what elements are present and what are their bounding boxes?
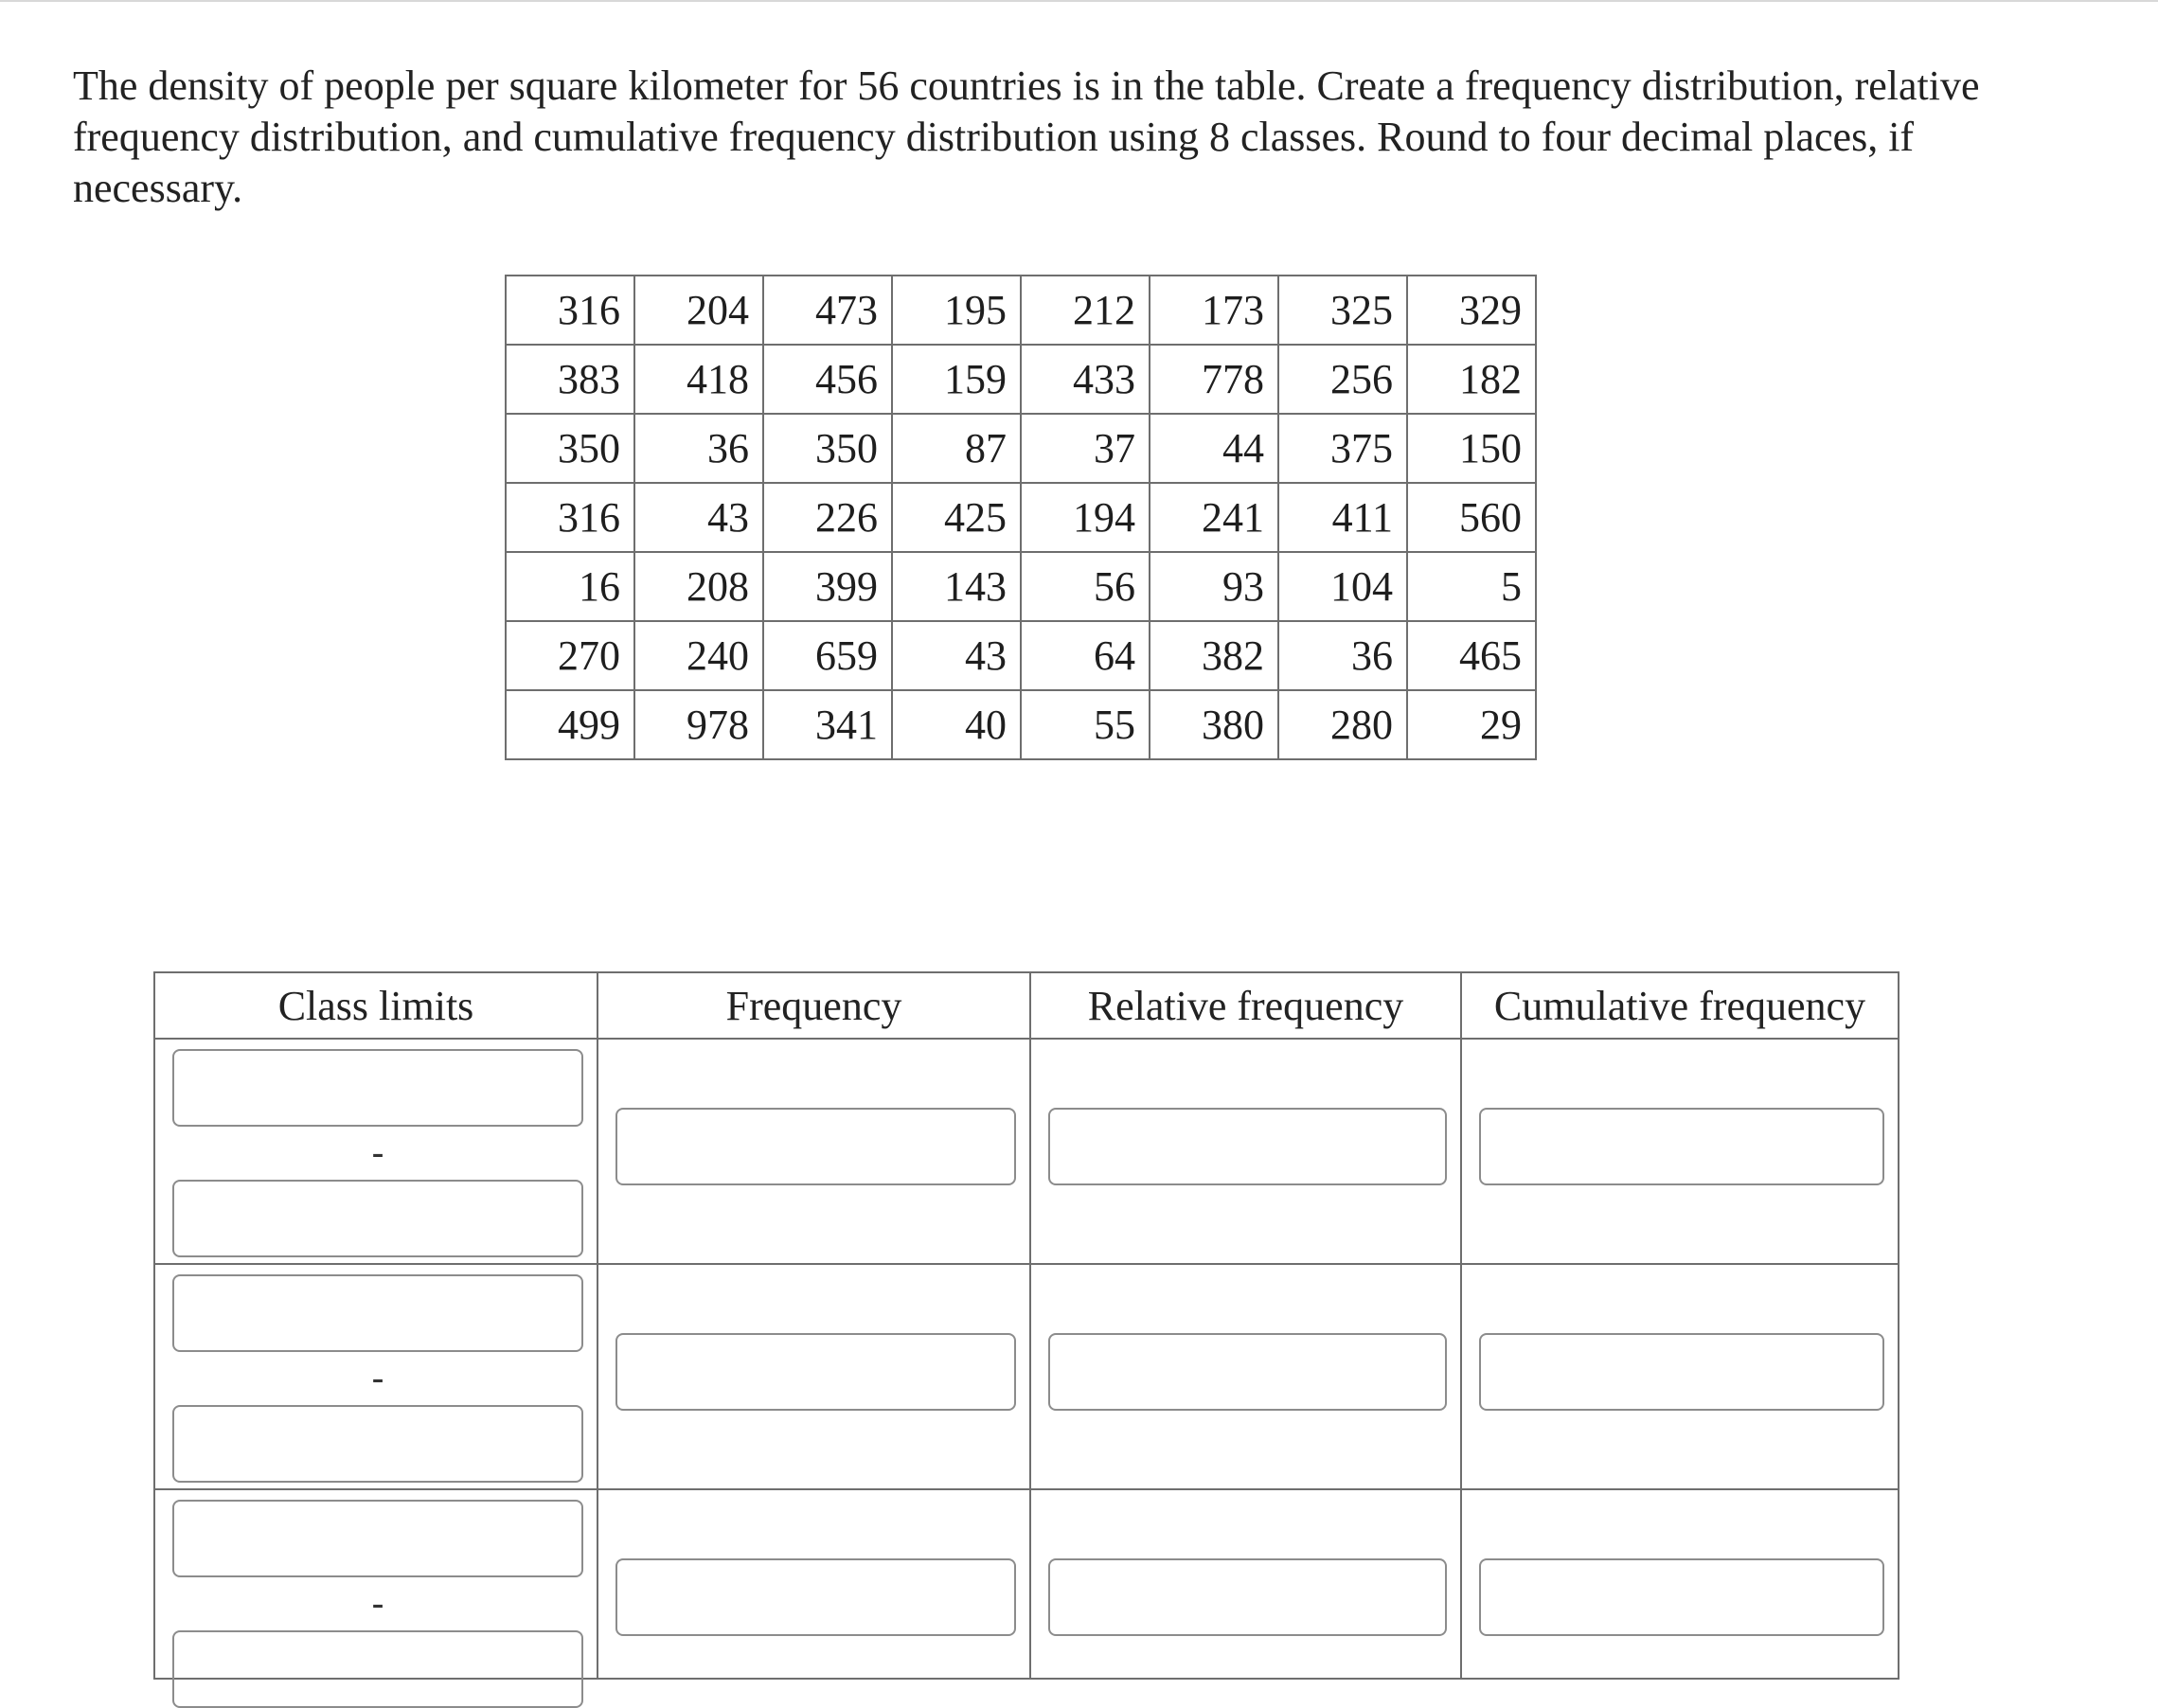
data-row — [506, 552, 1536, 621]
data-cell: 329 — [1407, 276, 1536, 345]
lower-limit-input[interactable] — [172, 1274, 583, 1352]
class-limits-cell — [154, 1264, 597, 1489]
dash-separator: - — [371, 1132, 384, 1174]
frequency-cell — [597, 1264, 1030, 1489]
data-cell: 182 — [1407, 345, 1536, 414]
data-cell: 433 — [1021, 345, 1150, 414]
header-cumulative-frequency: Cumulative frequency — [1461, 972, 1899, 1039]
upper-limit-input[interactable] — [172, 1405, 583, 1483]
frequency-input[interactable] — [615, 1333, 1016, 1411]
data-cell: 195 — [892, 276, 1021, 345]
data-cell: 56 — [1021, 552, 1150, 621]
data-cell: 226 — [763, 483, 892, 552]
data-cell: 104 — [1278, 552, 1407, 621]
data-cell: 241 — [1150, 483, 1278, 552]
data-cell: 380 — [1150, 690, 1278, 759]
data-cell: 560 — [1407, 483, 1536, 552]
relative-frequency-input[interactable] — [1048, 1108, 1447, 1185]
data-cell: 280 — [1278, 690, 1407, 759]
data-cell: 36 — [1278, 621, 1407, 690]
data-cell: 93 — [1150, 552, 1278, 621]
data-cell: 87 — [892, 414, 1021, 483]
data-cell: 383 — [506, 345, 634, 414]
data-row — [506, 483, 1536, 552]
header-frequency: Frequency — [597, 972, 1030, 1039]
data-cell: 16 — [506, 552, 634, 621]
data-cell: 382 — [1150, 621, 1278, 690]
dash-separator: - — [371, 1583, 384, 1625]
class-limits-cell — [154, 1039, 597, 1264]
frequency-input[interactable] — [615, 1108, 1016, 1185]
data-cell: 375 — [1278, 414, 1407, 483]
data-cell: 240 — [634, 621, 763, 690]
data-cell: 204 — [634, 276, 763, 345]
data-cell: 55 — [1021, 690, 1150, 759]
data-cell: 256 — [1278, 345, 1407, 414]
data-cell: 37 — [1021, 414, 1150, 483]
data-cell: 325 — [1278, 276, 1407, 345]
class-limits-cell — [154, 1489, 597, 1679]
relative-frequency-input[interactable] — [1048, 1333, 1447, 1411]
data-cell: 978 — [634, 690, 763, 759]
lower-limit-input[interactable] — [172, 1049, 583, 1127]
data-cell: 44 — [1150, 414, 1278, 483]
cumulative-frequency-cell — [1461, 1264, 1899, 1489]
data-cell: 473 — [763, 276, 892, 345]
data-row — [506, 621, 1536, 690]
data-row — [506, 690, 1536, 759]
data-row — [506, 276, 1536, 345]
data-cell: 350 — [763, 414, 892, 483]
data-cell: 778 — [1150, 345, 1278, 414]
data-cell: 173 — [1150, 276, 1278, 345]
frequency-distribution-table — [153, 971, 1899, 1680]
data-cell: 316 — [506, 276, 634, 345]
data-cell: 194 — [1021, 483, 1150, 552]
class-row — [154, 1489, 1899, 1679]
data-cell: 418 — [634, 345, 763, 414]
data-cell: 425 — [892, 483, 1021, 552]
data-cell: 399 — [763, 552, 892, 621]
data-cell: 341 — [763, 690, 892, 759]
frequency-cell — [597, 1489, 1030, 1679]
cumulative-frequency-cell — [1461, 1039, 1899, 1264]
dash-separator: - — [371, 1358, 384, 1399]
header-class-limits: Class limits — [154, 972, 597, 1039]
data-cell: 43 — [892, 621, 1021, 690]
data-row — [506, 345, 1536, 414]
data-cell: 43 — [634, 483, 763, 552]
frequency-input[interactable] — [615, 1558, 1016, 1636]
data-cell: 5 — [1407, 552, 1536, 621]
frequency-cell — [597, 1039, 1030, 1264]
cumulative-frequency-cell — [1461, 1489, 1899, 1679]
relative-frequency-cell — [1030, 1039, 1461, 1264]
data-cell: 659 — [763, 621, 892, 690]
upper-limit-input[interactable] — [172, 1630, 583, 1708]
data-cell: 499 — [506, 690, 634, 759]
cumulative-frequency-input[interactable] — [1479, 1108, 1884, 1185]
class-row — [154, 1264, 1899, 1489]
top-divider — [0, 0, 2158, 2]
cumulative-frequency-input[interactable] — [1479, 1333, 1884, 1411]
cumulative-frequency-input[interactable] — [1479, 1558, 1884, 1636]
data-cell: 150 — [1407, 414, 1536, 483]
data-cell: 29 — [1407, 690, 1536, 759]
data-cell: 465 — [1407, 621, 1536, 690]
data-cell: 270 — [506, 621, 634, 690]
relative-frequency-cell — [1030, 1489, 1461, 1679]
density-data-table — [505, 275, 1537, 760]
data-cell: 64 — [1021, 621, 1150, 690]
data-cell: 212 — [1021, 276, 1150, 345]
data-row — [506, 414, 1536, 483]
data-cell: 350 — [506, 414, 634, 483]
relative-frequency-input[interactable] — [1048, 1558, 1447, 1636]
upper-limit-input[interactable] — [172, 1180, 583, 1257]
data-cell: 411 — [1278, 483, 1407, 552]
data-cell: 36 — [634, 414, 763, 483]
data-cell: 159 — [892, 345, 1021, 414]
question-text: The density of people per square kilometer for 56 countries is in the table. Create a frequency distribution, relative frequency distribution, and cumulative frequency distribution using 8 classes. Round to four decimal places, if necessary. — [73, 62, 1980, 211]
lower-limit-input[interactable] — [172, 1500, 583, 1577]
data-cell: 316 — [506, 483, 634, 552]
data-cell: 208 — [634, 552, 763, 621]
header-relative-frequency: Relative frequency — [1030, 972, 1461, 1039]
relative-frequency-cell — [1030, 1264, 1461, 1489]
data-cell: 456 — [763, 345, 892, 414]
class-row — [154, 1039, 1899, 1264]
data-cell: 143 — [892, 552, 1021, 621]
data-cell: 40 — [892, 690, 1021, 759]
